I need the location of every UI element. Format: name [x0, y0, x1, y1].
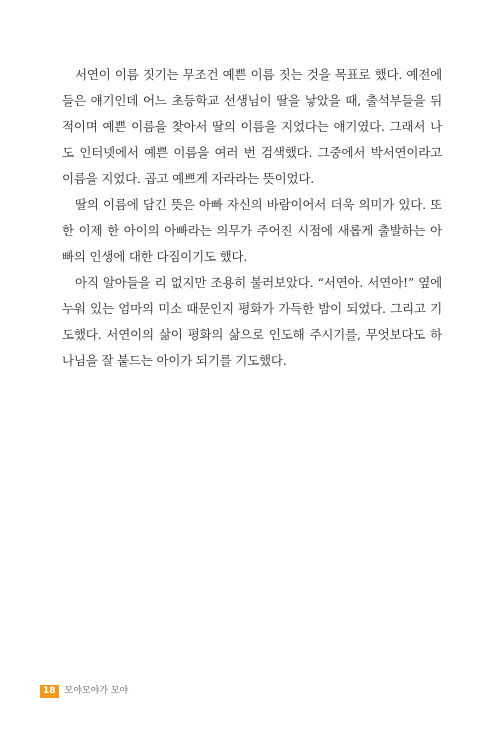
paragraph-2: 딸의 이름에 담긴 뜻은 아빠 자신의 바람이어서 더욱 의미가 있다. 또한 이제 한 아이의 아빠라는 의무가 주어진 시점에 새롭게 출발하는 아빠의 인생에 대한 다짐이기도 했다. [62, 197, 442, 264]
body-text [62, 62, 442, 374]
running-title: 모야모야가 모야 [64, 685, 129, 696]
page-footer [40, 684, 128, 698]
paragraph-3: 아직 알아들을 리 없지만 조용히 불러보았다. “서연아. 서연아!” 옆에 누워 있는 엄마의 미소 때문인지 평화가 가득한 밤이 되었다. 그리고 기도했다. 서연이의 삶이 평화의 삶으로 인도해 주시기를, 무엇보다도 하나님을 잘 붙드는 아이가 되기를 기도했다. [62, 275, 442, 368]
page-number-badge: 18 [40, 685, 59, 698]
paragraph-1: 서연이 이름 짓기는 무조건 예쁜 이름 짓는 것을 목표로 했다. 예전에 들은 얘기인데 어느 초등학교 선생님이 딸을 낳았을 때, 출석부들을 뒤적이며 예쁜 이름을 찾아서 딸의 이름을 지었다는 얘기였다. 그래서 나도 인터넷에서 예쁜 이름을 여러 번 검색했다. 그중에서 박서연이라고 이름을 지었다. 곱고 예쁘게 자라라는 뜻이었다. [62, 67, 442, 186]
